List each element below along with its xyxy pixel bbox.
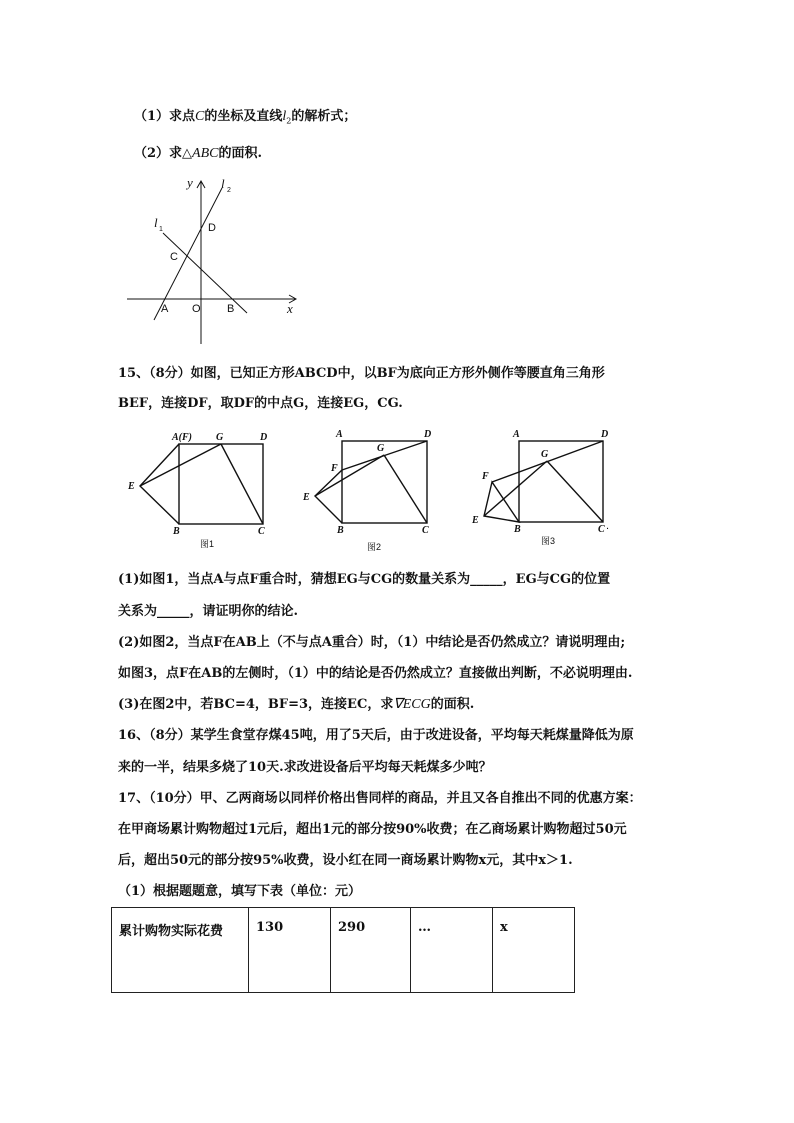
table-cell: x: [493, 908, 575, 993]
fig1-label-af: A(F): [172, 432, 192, 443]
point-c-label: C: [195, 109, 205, 124]
fig2-label-d: D: [424, 429, 432, 440]
q17-sub1: （1）根据题题意，填写下表（单位：元）: [118, 884, 362, 899]
fig3-label-e: E: [472, 515, 479, 526]
q14-part1-pre: （1）求点: [134, 109, 196, 124]
fig2-label-f: F: [331, 463, 338, 474]
fig3-label-a: A: [513, 429, 520, 440]
q15-part2-line1: (2)如图2，当点F在AB上（不与点A重合）时，（1）中结论是否仍然成立？请说明理由;: [118, 635, 626, 650]
l1-label: l: [154, 215, 158, 230]
fig2-cg: [384, 455, 427, 523]
fig3-cg: [547, 461, 603, 522]
table-header-cell: 累计购物实际花费: [112, 908, 249, 993]
q16-line1: 16、（8分）某学生食堂存煤45吨，用了5天后，由于改进设备，平均每天耗煤量降低为原: [118, 728, 634, 743]
line-l2-label: l: [282, 109, 287, 124]
fig1-square: [179, 444, 263, 524]
q15-part3-math: ∇ECG: [393, 697, 431, 712]
fig3-caption: 图3: [541, 536, 556, 546]
q15-line1: 15、（8分）如图，已知正方形ABCD中，以BF为底向正方形外侧作等腰直角三角形: [118, 366, 605, 381]
point-a-label: A: [161, 303, 169, 315]
figure-1: [140, 444, 263, 524]
fig1-label-g: G: [216, 432, 224, 443]
q15-part3-pre: (3)在图2中，若BC=4，BF=3，连接EC，求: [118, 697, 394, 712]
fig1-label-c: C: [258, 526, 265, 537]
fig2-label-b: B: [337, 525, 344, 536]
l2-subscript: 2: [227, 187, 231, 194]
fig3-label-d: D: [601, 429, 609, 440]
fig2-eg: [315, 455, 384, 496]
q15-part2-line2: 如图3，点F在AB的左侧时，（1）中的结论是否仍然成立？直接做出判断，不必说明理由.: [118, 666, 633, 681]
x-axis-label: x: [287, 301, 293, 316]
point-b-label: B: [227, 303, 235, 315]
fig3-eg: [484, 461, 547, 516]
q16-line2: 来的一半，结果多烧了10天.求改进设备后平均每天耗煤多少吨？: [118, 760, 492, 775]
fig3-label-f: F: [482, 471, 489, 482]
fig3-label-g: G: [541, 449, 549, 460]
q14-part1-mid: 的坐标及直线: [204, 109, 283, 124]
l1-subscript: 1: [159, 226, 163, 233]
table-row: [112, 908, 575, 993]
q15-part3-post: 的面积.: [430, 697, 475, 712]
q17-line2: 在甲商场累计购物超过1元后，超出1元的部分按90%收费；在乙商场累计购物超过50元: [118, 822, 627, 837]
q17-line1: 17、（10分）甲、乙两商场以同样价格出售同样的商品，并且又各自推出不同的优惠方案：: [118, 791, 642, 806]
fig3-label-c: C: [598, 524, 605, 535]
q14-part1-post: 的解析式；: [291, 109, 357, 124]
fig1-caption: 图1: [200, 539, 215, 549]
q14-part2-pre: （2）求△: [134, 146, 193, 161]
fig2-label-c: C: [422, 525, 429, 536]
fig2-label-a: A: [336, 429, 343, 440]
line-l2-subscript: 2: [286, 116, 292, 126]
point-d-label: D: [208, 222, 216, 234]
q14-part2-post: 的面积.: [218, 146, 263, 161]
fig3-square: [519, 441, 603, 522]
y-axis-label: y: [187, 175, 193, 190]
fig1-cg: [221, 444, 263, 524]
triangle-abc-label: ABC: [192, 146, 219, 161]
fig3-dot: .: [606, 520, 610, 532]
fig3-triangle: [484, 482, 519, 522]
l2-label: l: [221, 176, 225, 191]
fig1-label-e: E: [128, 481, 135, 492]
q15-part1-line2: 关系为_____，请证明你的结论.: [118, 604, 299, 619]
q15-line2: BEF，连接DF，取DF的中点G，连接EG，CG.: [118, 396, 403, 411]
figure-2: [315, 441, 427, 523]
q15-part3: [118, 697, 474, 713]
q15-part1-line1: (1)如图1，当点A与点F重合时，猜想EG与CG的数量关系为_____，EG与CG的位置: [118, 572, 611, 587]
q17-table: [111, 907, 575, 993]
origin-label: O: [192, 303, 201, 315]
fig1-eg: [140, 444, 221, 486]
fig3-label-b: B: [514, 524, 521, 535]
fig1-triangle: [140, 444, 179, 524]
table-cell: …: [411, 908, 493, 993]
point-c-graph-label: C: [170, 251, 178, 263]
fig1-label-b: B: [173, 526, 180, 537]
table-cell: 130: [249, 908, 331, 993]
q17-line3: 后，超出50元的部分按95%收费，设小红在同一商场累计购物x元，其中x＞1.: [118, 853, 573, 868]
fig2-square: [342, 441, 427, 523]
fig2-label-e: E: [303, 492, 310, 503]
fig1-label-d: D: [260, 432, 268, 443]
table-cell: 290: [331, 908, 411, 993]
fig2-caption: 图2: [367, 542, 382, 552]
fig2-label-g: G: [377, 443, 385, 454]
fig2-triangle: [315, 470, 342, 523]
